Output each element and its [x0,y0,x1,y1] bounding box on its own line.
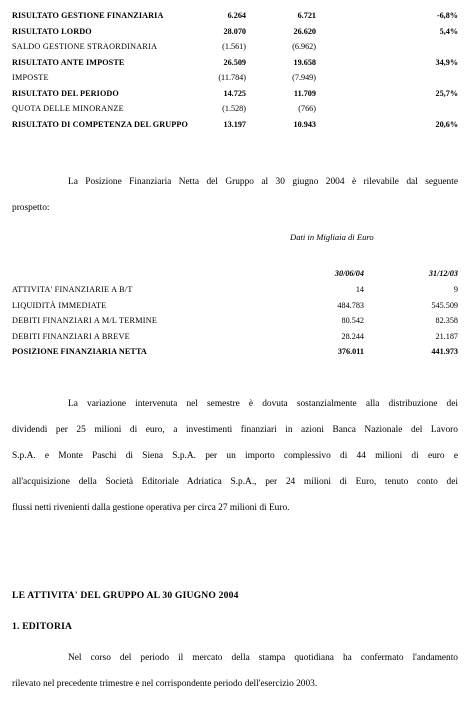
value-2003: 21.187 [435,331,458,341]
table-row [12,8,462,24]
value-2003: 10.943 [293,119,316,129]
value-2004: 14.725 [223,88,246,98]
table-row [12,298,462,314]
value-change: -6,8% [436,11,458,20]
row-label: DEBITI FINANZIARI A BREVE [12,331,130,341]
intro-paragraph [12,169,458,221]
row-label: LIQUIDITÀ IMMEDIATE [12,300,107,310]
value-change: 25,7% [435,88,458,98]
paragraph-line: flussi netti rivenienti dalla gestione operativa per circa 27 milioni di Euro. [12,503,290,513]
paragraph-line: all'acquisizione della Società Editoriale Adriatica S.p.A., per 24 milioni di Euro, tenuto conto dei [12,477,458,487]
value-2003: 26.620 [293,26,316,36]
paragraph-line: Nel corso del periodo il mercato della stampa quotidiana ha confermato l'andamento [68,653,458,663]
paragraph-line: dividendi per 25 milioni di euro, a investimenti finanziari in azioni Banca Nazionale del Lavoro [12,425,458,435]
value-change: 34,9% [435,57,458,67]
value-2004: 14 [355,285,364,294]
row-label: IMPOSTE [12,73,49,82]
value-change: 5,4% [439,26,458,36]
paragraph-line: rilevato nel precedente trimestre e nel corrispondente periodo dell'esercizio 2003. [12,679,318,689]
value-2003: (6.962) [292,42,316,51]
value-2004: 484.783 [337,300,364,310]
value-2003: 545.509 [431,300,458,310]
variation-paragraph [12,391,458,521]
value-2003: 11.709 [293,88,316,98]
column-header-2003: 31/12/03 [428,269,458,278]
row-label: DEBITI FINANZIARI A M/L TERMINE [12,316,158,325]
value-2003: 6.721 [297,11,316,20]
value-2003: (766) [298,104,316,113]
income-statement-table [12,8,462,132]
value-2004: 376.011 [337,347,364,356]
row-label: QUOTA DELLE MINORANZE [12,104,124,113]
value-2003: 82.358 [435,316,458,325]
paragraph-line: La variazione intervenuta nel semestre è dovuta sostanzialmente alla distribuzione dei [68,399,458,409]
subsection-title: 1. EDITORIA [12,621,73,632]
table-row [12,55,462,71]
table-row [12,117,462,133]
value-2004: 13.197 [223,119,246,129]
paragraph-line: La Posizione Finanziaria Netta del Gruppo al 30 giugno 2004 è rilevabile dal seguente [68,177,458,187]
value-2004: 26.509 [223,57,246,67]
value-change: 20,6% [435,119,458,129]
row-label: RISULTATO GESTIONE FINANZIARIA [12,11,164,20]
table-row [12,39,462,55]
value-2003: 19.658 [293,57,316,67]
table-row [12,101,462,117]
table-row [12,70,462,86]
row-label: RISULTATO LORDO [12,26,92,36]
table-header [12,266,462,282]
table-row [12,282,462,298]
value-2003: 9 [453,285,458,294]
table-row [12,344,462,360]
value-2004: 28.070 [223,26,246,36]
units-caption: Dati in Migliaia di Euro [290,232,374,242]
row-label: SALDO GESTIONE STRAORDINARIA [12,42,158,51]
table-row [12,86,462,102]
row-label: POSIZIONE FINANZIARIA NETTA [12,347,147,356]
row-label: ATTIVITA' FINANZIARIE A B/T [12,285,133,294]
value-2004: (1.528) [222,104,246,113]
table-row [12,329,462,345]
paragraph-line: prospetto: [12,203,50,213]
section-title: LE ATTIVITA' DEL GRUPPO AL 30 GIUGNO 2004 [12,590,239,601]
row-label: RISULTATO ANTE IMPOSTE [12,57,125,67]
row-label: RISULTATO DEL PERIODO [12,88,119,98]
value-2004: 80.542 [341,316,364,325]
column-header-2004: 30/06/04 [334,269,364,278]
row-label: RISULTATO DI COMPETENZA DEL GRUPPO [12,119,188,129]
value-2004: 28.244 [341,331,364,341]
table-row [12,24,462,40]
value-2004: 6.264 [227,11,246,20]
value-2003: 441.973 [431,347,458,356]
table-row [12,313,462,329]
paragraph-line: S.p.A. e Monte Paschi di Siena S.p.A. per un importo complessivo di 44 milioni di euro e [12,451,458,461]
value-2004: (11.784) [218,73,246,82]
editoria-paragraph [12,645,458,697]
value-2003: (7.949) [292,73,316,82]
value-2004: (1.561) [222,42,246,51]
financial-position-table [12,266,462,360]
